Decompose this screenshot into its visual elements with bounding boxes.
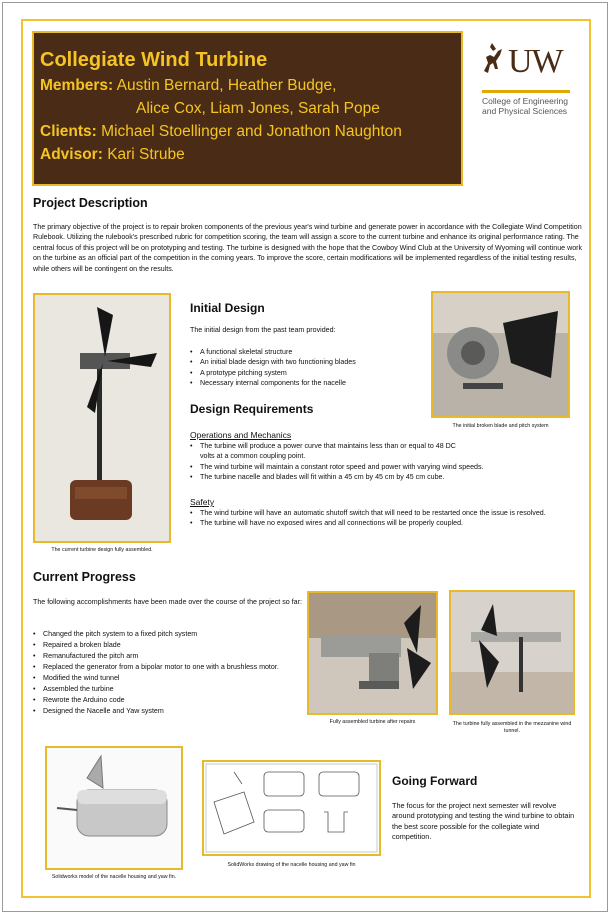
operations-heading: Operations and Mechanics	[190, 430, 292, 440]
operations-list	[190, 441, 580, 483]
list-item: • A prototype pitching system	[190, 368, 425, 378]
college-name	[482, 96, 568, 116]
after-repairs-illustration	[309, 593, 436, 713]
initial-design-heading: Initial Design	[190, 301, 265, 315]
clients-names: Michael Stoellinger and Jonathon Naughton	[101, 123, 402, 140]
design-requirements-heading: Design Requirements	[190, 402, 314, 416]
advisor-label: Advisor:	[40, 146, 103, 163]
going-forward-text: The focus for the project next semester will revolve around prototyping and testing the wind turbine to obtain the best score possible for the collegiate wind competition.	[392, 801, 575, 842]
current-progress-intro: The following accomplishments have been made over the course of the project so far:	[33, 598, 302, 606]
safety-heading: Safety	[190, 497, 215, 507]
list-item: • Designed the Nacelle and Yaw system	[33, 706, 308, 717]
list-item: • Necessary internal components for the nacelle	[190, 378, 425, 388]
project-description-text: The primary objective of the project is to repair broken components of the previous year's wind turbine and generate power in accordance with the Collegiate Wind Competition Rulebook. Utilizing the rulebook's prescribed rubric for competition scoring, the team will assign a score to the current turbine and enhance its original performance rating. The central focus of this project will be on prototyping and testing. The turbine is designed with the hope that the Cowboy Wind Club at the University of Wyoming will continue work on the turbine as an official part of the competition in the coming years. To improve the score, certain modifications will be implemented regardless of the initial testing results, while others will be contingent on the results.	[33, 223, 583, 273]
advisor-name: Kari Strube	[107, 146, 185, 163]
initial-design-intro: The initial design from the past team provided:	[190, 326, 336, 334]
broken-blade-illustration	[433, 293, 568, 416]
list-item: • Replaced the generator from a bipolar motor to one with a brushless motor.	[33, 662, 308, 673]
nacelle-drawing-illustration	[204, 762, 379, 854]
after-repairs-photo	[307, 591, 438, 715]
logo-rule	[482, 90, 570, 93]
college-line-2: and Physical Sciences	[482, 106, 568, 116]
list-item: • Assembled the turbine	[33, 684, 308, 695]
wind-tunnel-photo	[449, 590, 575, 715]
current-turbine-caption: The current turbine design fully assembled.	[51, 547, 153, 553]
bucking-horse-icon	[480, 41, 506, 81]
turbine-illustration	[35, 295, 169, 541]
after-repairs-caption: Fully assembled turbine after repairs	[329, 719, 416, 725]
clients-line	[40, 120, 455, 143]
uw-wordmark: UW	[508, 43, 563, 80]
going-forward-heading: Going Forward	[392, 774, 478, 788]
list-item: • The turbine will have no exposed wires and all connections will be properly coupled.	[190, 518, 575, 528]
title-banner	[32, 31, 463, 186]
members-line	[40, 74, 455, 97]
current-progress-list	[33, 629, 308, 717]
members-names-1: Austin Bernard, Heather Budge,	[116, 77, 337, 94]
initial-design-list	[190, 347, 425, 389]
nacelle-model-illustration	[47, 748, 181, 868]
broken-blade-photo	[431, 291, 570, 418]
list-item: • The turbine will produce a power curve that maintains less than or equal to 48 DC volts at a common coupling point.	[190, 441, 460, 462]
broken-blade-caption: The initial broken blade and pitch system	[452, 423, 549, 429]
list-item: • Changed the pitch system to a fixed pitch system	[33, 629, 308, 640]
solidworks-model-image	[45, 746, 183, 870]
list-item: • The turbine nacelle and blades will fit within a 45 cm by 45 cm by 45 cm cube.	[190, 472, 580, 482]
advisor-line	[40, 143, 455, 166]
poster-title: Collegiate Wind Turbine	[40, 49, 268, 71]
solidworks-drawing-caption: SolidWorks drawing of the nacelle housing and yaw fin	[227, 862, 356, 868]
members-names-2: Alice Cox, Liam Jones, Sarah Pope	[136, 100, 380, 117]
list-item: • An initial blade design with two functioning blades	[190, 357, 425, 367]
solidworks-model-caption: Solidworks model of the nacelle housing and yaw fin.	[51, 874, 177, 880]
college-line-1: College of Engineering	[482, 96, 569, 106]
uw-logo	[480, 37, 580, 127]
members-label: Members:	[40, 77, 114, 94]
list-item: • Remanufactured the pitch arm	[33, 651, 308, 662]
list-item: • Repaired a broken blade	[33, 640, 308, 651]
wind-tunnel-caption: The turbine fully assembled in the mezzanine wind tunnel.	[452, 721, 572, 734]
wind-tunnel-illustration	[451, 592, 573, 713]
list-item: • Modified the wind tunnel	[33, 673, 308, 684]
solidworks-drawing-image	[202, 760, 381, 856]
list-item: • A functional skeletal structure	[190, 347, 425, 357]
clients-label: Clients:	[40, 123, 97, 140]
safety-list	[190, 508, 575, 529]
list-item: • The wind turbine will maintain a constant rotor speed and power with varying wind speeds.	[190, 462, 580, 472]
current-progress-heading: Current Progress	[33, 570, 136, 584]
current-turbine-photo	[33, 293, 171, 543]
project-description-heading: Project Description	[33, 196, 148, 210]
list-item: • Rewrote the Arduino code	[33, 695, 308, 706]
list-item: • The wind turbine will have an automatic shutoff switch that will need to be restarted once the issue is resolved.	[190, 508, 575, 518]
